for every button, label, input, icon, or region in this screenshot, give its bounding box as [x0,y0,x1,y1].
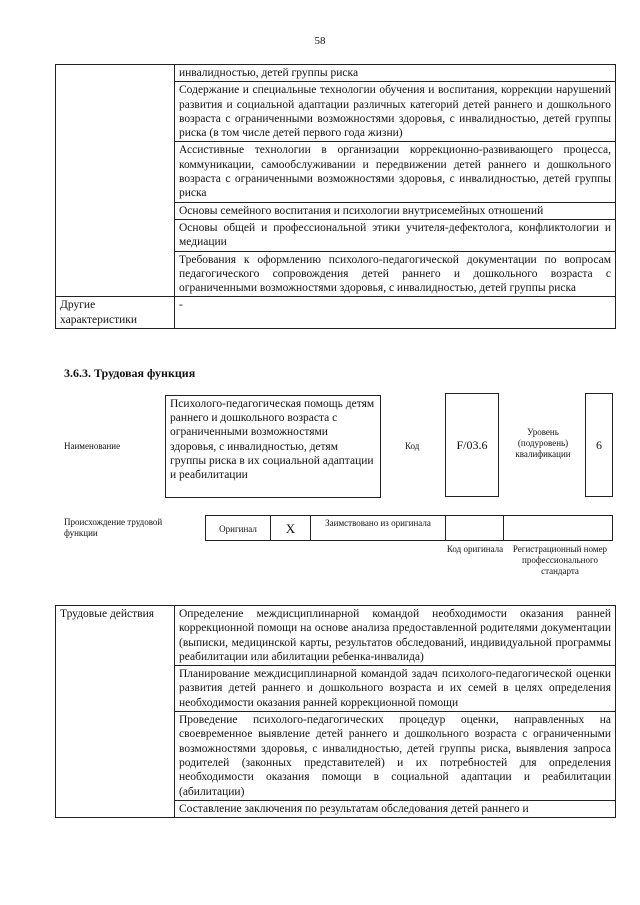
level-box: 6 [585,393,613,497]
empty-label-cell [56,65,175,297]
code-original-label: Код оригинала [446,544,504,554]
function-name-box: Психолого-педагогическая помощь детям раннего и дошкольного возраста с ограниченными возможностями здоровья, с инвалидностью, детям группы риска в их социальной адаптации и реабилитации [165,395,381,498]
code-box: F/03.6 [445,393,499,497]
table-row [56,297,616,329]
knowledge-item: Основы общей и профессиональной этики учителя-дефектолога, конфликтологии и медиации [175,219,616,251]
origin-mark-cell: X [270,515,311,541]
origin-code-cell [445,515,504,541]
knowledge-item: Ассистивные технологии в организации коррекционно-развивающего процесса, коммуникации, самообслуживании и передвижении детей раннего и дошкольного возраста с ограниченными возможностями здоровья, с инвалидностью, детей группы риска [175,142,616,202]
code-label: Код [405,441,420,451]
reg-number-label: Регистрационный номер профессионального стандарта [512,544,608,576]
table-row [56,606,616,666]
origin-regnum-cell [503,515,613,541]
page-number: 58 [314,35,326,47]
other-characteristics-label: Другие характеристики [56,297,175,329]
origin-original-cell: Оригинал [205,515,271,541]
name-label: Наименование [64,441,121,451]
table-row [56,65,616,82]
knowledge-item: инвалидностью, детей группы риска [175,65,616,82]
origin-label: Происхождение трудовой функции [64,517,163,538]
origin-borrowed-cell: Заимствовано из оригинала [310,515,446,541]
action-item: Составление заключения по результатам обследования детей раннего и [175,800,616,817]
knowledge-item: Основы семейного воспитания и психологии внутрисемейных отношений [175,202,616,219]
knowledge-table [55,64,616,329]
action-item: Проведение психолого-педагогических процедур оценки, направленных на своевременное выявление детей раннего и дошкольного возраста с ограниченными возможностями здоровья, с инвалидностью, детей группы риска, выявления запроса родителей (законных представителей) и их потребностей для определения необходимости оказания помощи в социальной адаптации и реабилитации (абилитации) [175,712,616,801]
level-label: Уровень (подуровень) квалификации [515,427,571,459]
knowledge-item: Требования к оформлению психолого-педагогической документации по вопросам педагогического сопровождения детей раннего и дошкольного возраста с ограниченными возможностями здоровья, с инвалидностью, детей группы риска [175,251,616,297]
action-item: Планирование междисциплинарной командой задач психолого-педагогической оценки развития детей раннего и дошкольного возраста и их семей в целях определения необходимости оказания ранней коррекционной помощи [175,666,616,712]
knowledge-item: Содержание и специальные технологии обучения и воспитания, коррекции нарушений развития и социальной адаптации различных категорий детей раннего и дошкольного возраста с ограниченными возможностями здоровья, с инвалидностью, детей группы риска (в том числе детей первого года жизни) [175,82,616,142]
other-characteristics-value: - [175,297,616,329]
section-title: 3.6.3. Трудовая функция [64,366,196,380]
labor-actions-table [55,605,616,818]
labor-actions-label: Трудовые действия [56,606,175,818]
action-item: Определение междисциплинарной командой необходимости оказания ранней коррекционной помощи на основе анализа предоставленной родителями документации (выписки, медицинской карты, результатов обследований, индивидуальной программы реабилитации или абилитации ребенка-инвалида) [175,606,616,666]
